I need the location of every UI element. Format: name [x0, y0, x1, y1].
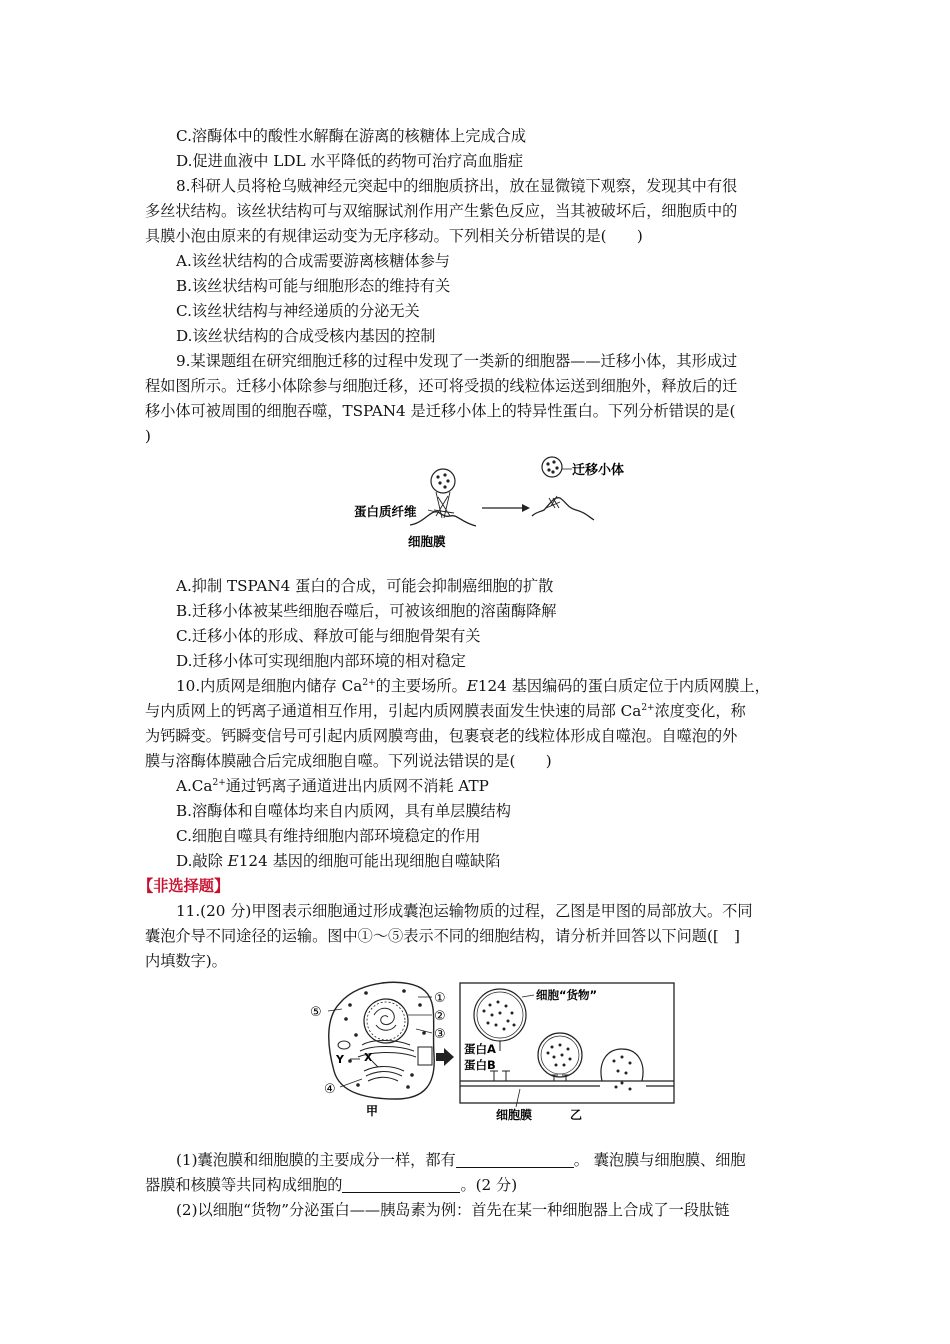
q9-stem-line2: 程如图所示。迁移小体除参与细胞迁移，还可将受损的线粒体运送到细胞外，释放后的迁: [145, 377, 738, 395]
label-3: ③: [434, 1027, 446, 1042]
q9-stem-line1: 9.某课题组在研究细胞迁移的过程中发现了一类新的细胞器——迁移小体，其形成过: [176, 352, 738, 370]
q10-stem-line2: 与内质网上的钙离子通道相互作用，引起内质网膜表面发生快速的局部 $Ca^{2+}$浓度变化，称: [145, 702, 746, 720]
label-cell-membrane: 细胞膜: [496, 1108, 533, 1122]
label-4: ④: [324, 1082, 336, 1097]
label-cargo: 细胞“货物”: [536, 988, 598, 1002]
q8-option-b: B.该丝状结构可能与细胞形态的维持有关: [176, 277, 451, 295]
label-y: Y: [336, 1053, 344, 1066]
q11-stem-line2: 囊泡介导不同途径的运输。图中①～⑤表示不同的细胞结构，请分析并回答以下问题([ ]: [145, 927, 740, 945]
label-1: ①: [434, 991, 446, 1006]
label-yi: 乙: [570, 1108, 583, 1122]
q8-option-a: A.该丝状结构的合成需要游离核糖体参与: [176, 252, 450, 270]
q10-stem-line4: 膜与溶酶体膜融合后完成细胞自噬。下列说法错误的是( ): [145, 752, 552, 770]
q8-option-d: D.该丝状结构的合成受核内基因的控制: [176, 327, 436, 345]
label-5: ⑤: [310, 1005, 322, 1020]
protein-fiber-label: 蛋白质纤维: [354, 504, 417, 519]
q7-option-c: C.溶酶体中的酸性水解酶在游离的核糖体上完成合成: [176, 127, 527, 145]
label-x: X: [364, 1051, 373, 1064]
q8-option-c: C.该丝状结构与神经递质的分泌无关: [176, 302, 420, 320]
q11-stem-line3: 内填数字)。: [145, 952, 227, 970]
q8-stem-line1: 8.科研人员将枪乌贼神经元突起中的细胞质挤出，放在显微镜下观察，发现其中有很: [176, 177, 738, 195]
q9-option-b: B.迁移小体被某些细胞吞噬后，可被该细胞的溶菌酶降解: [176, 602, 557, 620]
section-heading-nonchoice: 【非选择题】: [138, 877, 230, 895]
migrasome-figure: [350, 450, 650, 555]
answer-blank-2[interactable]: [342, 1176, 460, 1193]
q9-option-a: A.抑制 TSPAN4 蛋白的合成，可能会抑制癌细胞的扩散: [176, 577, 554, 595]
q8-stem-line3: 具膜小泡由原来的有规律运动变为无序移动。下列相关分析错误的是( ): [145, 227, 643, 245]
vesicle-transport-figure: [300, 975, 680, 1135]
label-protein-b: 蛋白B: [464, 1058, 496, 1072]
q7-option-d: D.促进血液中 LDL 水平降低的药物可治疗高血脂症: [176, 152, 524, 170]
q10-option-d: D.敲除 E124 基因的细胞可能出现细胞自噬缺陷: [176, 852, 501, 870]
q11-part1-line2: 器膜和核膜等共同构成细胞的 。(2 分): [145, 1176, 518, 1194]
q9-stem-line4: ): [145, 427, 151, 445]
q10-stem-line3: 为钙瞬变。钙瞬变信号可引起内质网膜弯曲，包裹衰老的线粒体形成自噬泡。自噬泡的外: [145, 727, 738, 745]
q9-option-d: D.迁移小体可实现细胞内部环境的相对稳定: [176, 652, 466, 670]
q11-stem-line1: 11.(20 分)甲图表示细胞通过形成囊泡运输物质的过程，乙图是甲图的局部放大。不同: [176, 902, 753, 920]
q9-stem-line3: 移小体可被周围的细胞吞噬，TSPAN4 是迁移小体上的特异性蛋白。下列分析错误的是(: [145, 402, 736, 420]
label-jia: 甲: [366, 1104, 379, 1118]
q9-option-c: C.迁移小体的形成、释放可能与细胞骨架有关: [176, 627, 481, 645]
label-2: ②: [434, 1009, 446, 1024]
cell-membrane-label: 细胞膜: [408, 534, 446, 549]
q10-option-b: B.溶酶体和自噬体均来自内质网，具有单层膜结构: [176, 802, 511, 820]
q8-stem-line2: 多丝状结构。该丝状结构可与双缩脲试剂作用产生紫色反应，当其被破坏后，细胞质中的: [145, 202, 738, 220]
q10-option-a: $A.Ca^{2+}$通过钙离子通道进出内质网不消耗 ATP: [176, 777, 489, 795]
answer-blank-1[interactable]: [456, 1151, 574, 1168]
q11-part1-line1: (1)囊泡膜和细胞膜的主要成分一样，都有 。 囊泡膜与细胞膜、细胞: [176, 1151, 746, 1169]
label-protein-a: 蛋白A: [464, 1042, 496, 1056]
q10-option-c: C.细胞自噬具有维持细胞内部环境稳定的作用: [176, 827, 481, 845]
migrasome-label: 迁移小体: [572, 463, 625, 478]
q10-stem-line1: 10.内质网是细胞内储存 $Ca^{2+}$的主要场所。E124 基因编码的蛋白质定位于内质网膜上，: [176, 677, 770, 695]
q11-part2-line1: (2)以细胞“货物”分泌蛋白——胰岛素为例：首先在某一种细胞器上合成了一段肽链: [176, 1201, 730, 1219]
